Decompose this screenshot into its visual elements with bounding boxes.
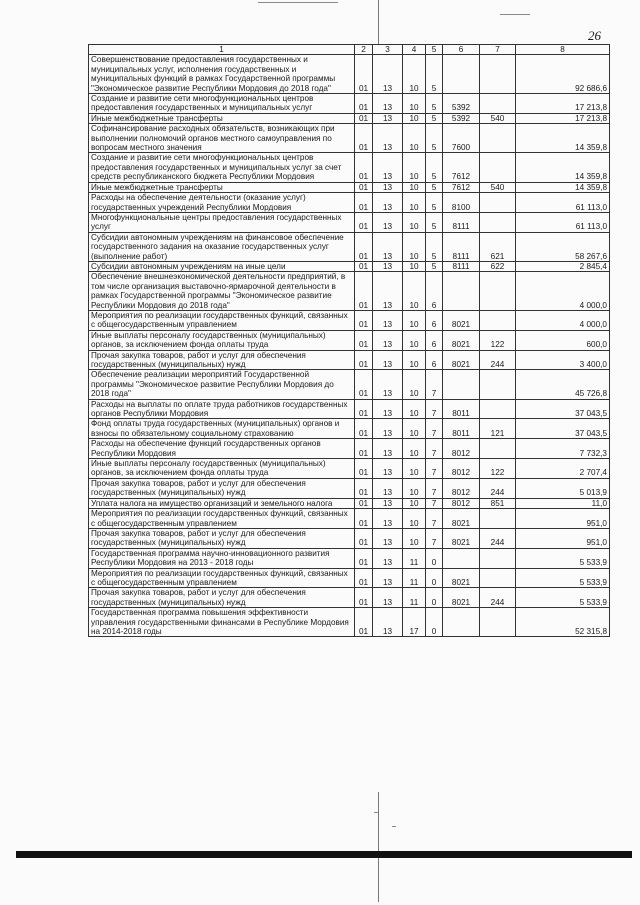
table-row — [89, 153, 610, 182]
table-row — [89, 439, 610, 459]
table-row — [89, 193, 610, 213]
code-program: 11 — [403, 588, 426, 608]
code-subsection: 13 — [373, 94, 403, 114]
code-section: 01 — [355, 55, 373, 94]
code-subsection: 13 — [373, 182, 403, 192]
code-expense-type — [480, 153, 516, 182]
code-section: 01 — [355, 459, 373, 479]
row-name: Иные выплаты персоналу государственных (муниципальных) органов, за исключением фонда оплаты труда — [89, 330, 355, 350]
code-expense-type — [480, 272, 516, 311]
table-row — [89, 528, 610, 548]
code-subprogram: 5 — [426, 113, 443, 123]
code-subprogram: 5 — [426, 55, 443, 94]
code-subprogram: 5 — [426, 261, 443, 271]
row-amount: 14 359,8 — [516, 124, 610, 153]
table-row — [89, 568, 610, 588]
code-expense-type — [480, 124, 516, 153]
code-direction: 8021 — [443, 588, 480, 608]
scan-bottom-bar — [16, 851, 632, 858]
code-subsection: 13 — [373, 330, 403, 350]
code-program: 10 — [403, 459, 426, 479]
row-name: Обеспечение реализации мероприятий Государственной программы "Экономическое развитие Республики Мордовия до 2018 года" — [89, 370, 355, 399]
row-amount: 61 113,0 — [516, 212, 610, 232]
code-direction: 8012 — [443, 498, 480, 508]
code-direction — [443, 370, 480, 399]
row-amount: 17 213,8 — [516, 94, 610, 114]
code-subsection: 13 — [373, 261, 403, 271]
code-direction: 8012 — [443, 478, 480, 498]
code-subsection: 13 — [373, 350, 403, 370]
code-section: 01 — [355, 588, 373, 608]
code-section: 01 — [355, 124, 373, 153]
code-direction — [443, 272, 480, 311]
code-program: 10 — [403, 272, 426, 311]
code-expense-type: 122 — [480, 459, 516, 479]
code-subprogram: 5 — [426, 153, 443, 182]
row-name: Субсидии автономным учреждениям на иные цели — [89, 261, 355, 271]
code-subsection: 13 — [373, 509, 403, 529]
table-row — [89, 330, 610, 350]
code-direction: 8021 — [443, 310, 480, 330]
header-cell: 5 — [426, 45, 443, 55]
code-subprogram: 7 — [426, 478, 443, 498]
row-amount: 5 533,9 — [516, 568, 610, 588]
code-section: 01 — [355, 478, 373, 498]
code-program: 10 — [403, 528, 426, 548]
code-subsection: 13 — [373, 55, 403, 94]
code-program: 10 — [403, 124, 426, 153]
code-subprogram: 7 — [426, 498, 443, 508]
code-subprogram: 0 — [426, 568, 443, 588]
row-name: Софинансирование расходных обязательств, возникающих при выполнении полномочий органов местного самоуправления по вопросам местного значения — [89, 124, 355, 153]
header-cell: 6 — [443, 45, 480, 55]
row-name: Прочая закупка товаров, работ и услуг для обеспечения государственных (муниципальных) нужд — [89, 350, 355, 370]
code-direction: 8021 — [443, 528, 480, 548]
code-direction: 8011 — [443, 419, 480, 439]
code-program: 10 — [403, 153, 426, 182]
code-subsection: 13 — [373, 113, 403, 123]
code-program: 10 — [403, 193, 426, 213]
code-program: 10 — [403, 330, 426, 350]
code-subsection: 13 — [373, 272, 403, 311]
code-direction — [443, 548, 480, 568]
code-expense-type — [480, 608, 516, 637]
code-subsection: 13 — [373, 459, 403, 479]
code-program: 10 — [403, 399, 426, 419]
code-subsection: 13 — [373, 608, 403, 637]
code-subprogram: 6 — [426, 330, 443, 350]
row-name: Государственная программа научно-инновационного развития Республики Мордовия на 2013 - 2018 годы — [89, 548, 355, 568]
table-row — [89, 459, 610, 479]
code-subprogram: 0 — [426, 548, 443, 568]
row-amount: 61 113,0 — [516, 193, 610, 213]
code-subprogram: 6 — [426, 272, 443, 311]
code-direction: 5392 — [443, 94, 480, 114]
code-section: 01 — [355, 509, 373, 529]
table-row — [89, 212, 610, 232]
scan-mark-top — [258, 2, 338, 3]
row-name: Расходы на обеспечение деятельности (оказание услуг) государственных учреждений Республики Мордовия — [89, 193, 355, 213]
code-subprogram: 5 — [426, 182, 443, 192]
table-row — [89, 55, 610, 94]
row-amount: 17 213,8 — [516, 113, 610, 123]
row-amount: 5 013,9 — [516, 478, 610, 498]
table-row — [89, 509, 610, 529]
table-row — [89, 350, 610, 370]
code-subsection: 13 — [373, 478, 403, 498]
code-expense-type — [480, 548, 516, 568]
code-program: 10 — [403, 509, 426, 529]
table-row — [89, 399, 610, 419]
code-subprogram: 5 — [426, 232, 443, 261]
row-name: Создание и развитие сети многофункциональных центров предоставления государственных и муниципальных услуг — [89, 94, 355, 114]
scan-dot — [392, 826, 396, 827]
code-subsection: 13 — [373, 419, 403, 439]
code-section: 01 — [355, 370, 373, 399]
header-cell: 8 — [516, 45, 610, 55]
code-program: 11 — [403, 548, 426, 568]
row-amount: 3 400,0 — [516, 350, 610, 370]
row-name: Субсидии автономным учреждениям на финансовое обеспечение государственного задания на оказание государственных услуг (выполнение работ) — [89, 232, 355, 261]
code-subsection: 13 — [373, 232, 403, 261]
row-amount: 5 533,9 — [516, 588, 610, 608]
code-expense-type: 540 — [480, 113, 516, 123]
code-expense-type: 122 — [480, 330, 516, 350]
code-subprogram: 7 — [426, 509, 443, 529]
code-subprogram: 6 — [426, 350, 443, 370]
table-row — [89, 419, 610, 439]
code-direction: 7612 — [443, 182, 480, 192]
row-amount: 951,0 — [516, 528, 610, 548]
code-program: 10 — [403, 350, 426, 370]
code-expense-type — [480, 399, 516, 419]
code-expense-type — [480, 94, 516, 114]
code-program: 10 — [403, 310, 426, 330]
code-subsection: 13 — [373, 370, 403, 399]
code-subprogram: 0 — [426, 588, 443, 608]
code-subprogram: 0 — [426, 608, 443, 637]
code-expense-type — [480, 509, 516, 529]
code-expense-type: 244 — [480, 528, 516, 548]
row-amount: 14 359,8 — [516, 182, 610, 192]
code-direction: 7600 — [443, 124, 480, 153]
table-row — [89, 113, 610, 123]
row-amount: 4 000,0 — [516, 272, 610, 311]
code-subprogram: 5 — [426, 212, 443, 232]
row-name: Прочая закупка товаров, работ и услуг для обеспечения государственных (муниципальных) нужд — [89, 478, 355, 498]
code-program: 10 — [403, 478, 426, 498]
code-subsection: 13 — [373, 568, 403, 588]
row-amount: 45 726,8 — [516, 370, 610, 399]
scan-fold-line-bottom — [378, 792, 379, 902]
row-amount: 2 707,4 — [516, 459, 610, 479]
code-subsection: 13 — [373, 528, 403, 548]
code-subprogram: 6 — [426, 310, 443, 330]
code-section: 01 — [355, 528, 373, 548]
row-amount: 11,0 — [516, 498, 610, 508]
code-section: 01 — [355, 232, 373, 261]
code-program: 10 — [403, 113, 426, 123]
code-expense-type: 121 — [480, 419, 516, 439]
code-subprogram: 5 — [426, 124, 443, 153]
code-program: 10 — [403, 232, 426, 261]
code-direction: 8100 — [443, 193, 480, 213]
row-name: Уплата налога на имущество организаций и земельного налога — [89, 498, 355, 508]
row-amount: 37 043,5 — [516, 399, 610, 419]
code-direction: 8012 — [443, 459, 480, 479]
header-cell: 2 — [355, 45, 373, 55]
row-name: Мероприятия по реализации государственных функций, связанных с общегосударственным управлением — [89, 509, 355, 529]
row-amount: 14 359,8 — [516, 153, 610, 182]
header-cell: 3 — [373, 45, 403, 55]
code-expense-type — [480, 439, 516, 459]
code-section: 01 — [355, 193, 373, 213]
row-amount: 4 000,0 — [516, 310, 610, 330]
code-direction: 8111 — [443, 261, 480, 271]
row-amount: 2 845,4 — [516, 261, 610, 271]
code-direction: 7612 — [443, 153, 480, 182]
code-subprogram: 7 — [426, 459, 443, 479]
code-section: 01 — [355, 272, 373, 311]
code-program: 10 — [403, 370, 426, 399]
code-direction: 8021 — [443, 350, 480, 370]
row-amount: 37 043,5 — [516, 419, 610, 439]
code-program: 10 — [403, 212, 426, 232]
code-expense-type — [480, 193, 516, 213]
scan-fold-line — [378, 0, 379, 44]
code-direction: 8021 — [443, 330, 480, 350]
row-name: Совершенствование предоставления государственных и муниципальных услуг, исполнения государственных и муниципальных функций в рамках Государственной программы "Экономическое развитие Республики Мордовия до 2018 года" — [89, 55, 355, 94]
row-name: Мероприятия по реализации государственных функций, связанных с общегосударственным управлением — [89, 310, 355, 330]
table-row — [89, 261, 610, 271]
header-cell: 1 — [89, 45, 355, 55]
row-name: Иные межбюджетные трансферты — [89, 182, 355, 192]
code-subsection: 13 — [373, 153, 403, 182]
row-amount: 600,0 — [516, 330, 610, 350]
code-expense-type: 540 — [480, 182, 516, 192]
code-subsection: 13 — [373, 212, 403, 232]
code-expense-type: 621 — [480, 232, 516, 261]
table-row — [89, 478, 610, 498]
table-row — [89, 548, 610, 568]
code-program: 10 — [403, 498, 426, 508]
row-amount: 7 732,3 — [516, 439, 610, 459]
code-subsection: 13 — [373, 193, 403, 213]
code-expense-type: 244 — [480, 350, 516, 370]
scan-mark-top-right — [500, 14, 530, 15]
row-amount: 52 315,8 — [516, 608, 610, 637]
budget-table — [88, 44, 610, 637]
code-direction: 8021 — [443, 509, 480, 529]
table-row — [89, 272, 610, 311]
row-amount: 951,0 — [516, 509, 610, 529]
row-name: Мероприятия по реализации государственных функций, связанных с общегосударственным управлением — [89, 568, 355, 588]
code-expense-type — [480, 212, 516, 232]
row-name: Фонд оплаты труда государственных (муниципальных) органов и взносы по обязательному социальному страхованию — [89, 419, 355, 439]
row-name: Расходы на обеспечение функций государственных органов Республики Мордовия — [89, 439, 355, 459]
code-direction: 8021 — [443, 568, 480, 588]
code-section: 01 — [355, 439, 373, 459]
code-subprogram: 5 — [426, 94, 443, 114]
table-row — [89, 370, 610, 399]
row-name: Обеспечение внешнеэкономической деятельности предприятий, в том числе организация выставочно-ярмарочной деятельности в рамках Государственной программы "Экономическое развитие Республики Мордовия до 2018 года" — [89, 272, 355, 311]
table-row — [89, 232, 610, 261]
code-direction: 8012 — [443, 439, 480, 459]
code-expense-type: 244 — [480, 478, 516, 498]
code-program: 10 — [403, 55, 426, 94]
code-subprogram: 7 — [426, 528, 443, 548]
code-section: 01 — [355, 310, 373, 330]
code-direction: 8011 — [443, 399, 480, 419]
code-section: 01 — [355, 94, 373, 114]
table-row — [89, 94, 610, 114]
header-cell: 7 — [480, 45, 516, 55]
code-section: 01 — [355, 608, 373, 637]
code-section: 01 — [355, 212, 373, 232]
code-subprogram: 7 — [426, 370, 443, 399]
code-program: 10 — [403, 419, 426, 439]
code-section: 01 — [355, 498, 373, 508]
code-program: 10 — [403, 182, 426, 192]
code-program: 11 — [403, 568, 426, 588]
code-direction: 8111 — [443, 212, 480, 232]
code-program: 10 — [403, 94, 426, 114]
code-section: 01 — [355, 113, 373, 123]
code-program: 10 — [403, 439, 426, 459]
code-section: 01 — [355, 182, 373, 192]
row-amount: 92 686,6 — [516, 55, 610, 94]
code-subsection: 13 — [373, 439, 403, 459]
code-subsection: 13 — [373, 399, 403, 419]
code-direction: 5392 — [443, 113, 480, 123]
code-expense-type — [480, 568, 516, 588]
header-cell: 4 — [403, 45, 426, 55]
row-name: Иные межбюджетные трансферты — [89, 113, 355, 123]
page-number: 26 — [588, 28, 601, 43]
row-name: Иные выплаты персоналу государственных (муниципальных) органов, за исключением фонда оплаты труда — [89, 459, 355, 479]
code-section: 01 — [355, 153, 373, 182]
code-program: 10 — [403, 261, 426, 271]
row-name: Многофункциональные центры предоставления государственных услуг — [89, 212, 355, 232]
code-subprogram: 5 — [426, 193, 443, 213]
code-subsection: 13 — [373, 588, 403, 608]
code-expense-type — [480, 370, 516, 399]
table-row — [89, 182, 610, 192]
code-section: 01 — [355, 350, 373, 370]
row-name: Прочая закупка товаров, работ и услуг для обеспечения государственных (муниципальных) нужд — [89, 588, 355, 608]
table-row — [89, 124, 610, 153]
table-row — [89, 498, 610, 508]
code-section: 01 — [355, 330, 373, 350]
row-name: Создание и развитие сети многофункциональных центров предоставления государственных и муниципальных услуг за счет средств республиканского бюджета Республики Мордовия — [89, 153, 355, 182]
code-subprogram: 7 — [426, 399, 443, 419]
code-direction — [443, 608, 480, 637]
code-program: 17 — [403, 608, 426, 637]
table-row — [89, 588, 610, 608]
code-subsection: 13 — [373, 498, 403, 508]
code-expense-type — [480, 55, 516, 94]
code-subsection: 13 — [373, 548, 403, 568]
code-expense-type: 622 — [480, 261, 516, 271]
code-section: 01 — [355, 548, 373, 568]
code-expense-type: 851 — [480, 498, 516, 508]
row-name: Расходы на выплаты по оплате труда работников государственных органов Республики Мордовия — [89, 399, 355, 419]
code-subsection: 13 — [373, 310, 403, 330]
scan-dot — [374, 812, 378, 813]
table-row — [89, 310, 610, 330]
code-direction — [443, 55, 480, 94]
code-section: 01 — [355, 568, 373, 588]
code-subprogram: 7 — [426, 419, 443, 439]
code-section: 01 — [355, 419, 373, 439]
code-section: 01 — [355, 399, 373, 419]
code-subprogram: 7 — [426, 439, 443, 459]
code-expense-type — [480, 310, 516, 330]
row-amount: 5 533,9 — [516, 548, 610, 568]
code-direction: 8111 — [443, 232, 480, 261]
row-name: Государственная программа повышения эффективности управления государственными финансами в Республике Мордовия на 2014-2018 годы — [89, 608, 355, 637]
header-row — [89, 45, 610, 55]
code-subsection: 13 — [373, 124, 403, 153]
code-expense-type: 244 — [480, 588, 516, 608]
row-name: Прочая закупка товаров, работ и услуг для обеспечения государственных (муниципальных) нужд — [89, 528, 355, 548]
code-section: 01 — [355, 261, 373, 271]
table-row — [89, 608, 610, 637]
row-amount: 58 267,6 — [516, 232, 610, 261]
